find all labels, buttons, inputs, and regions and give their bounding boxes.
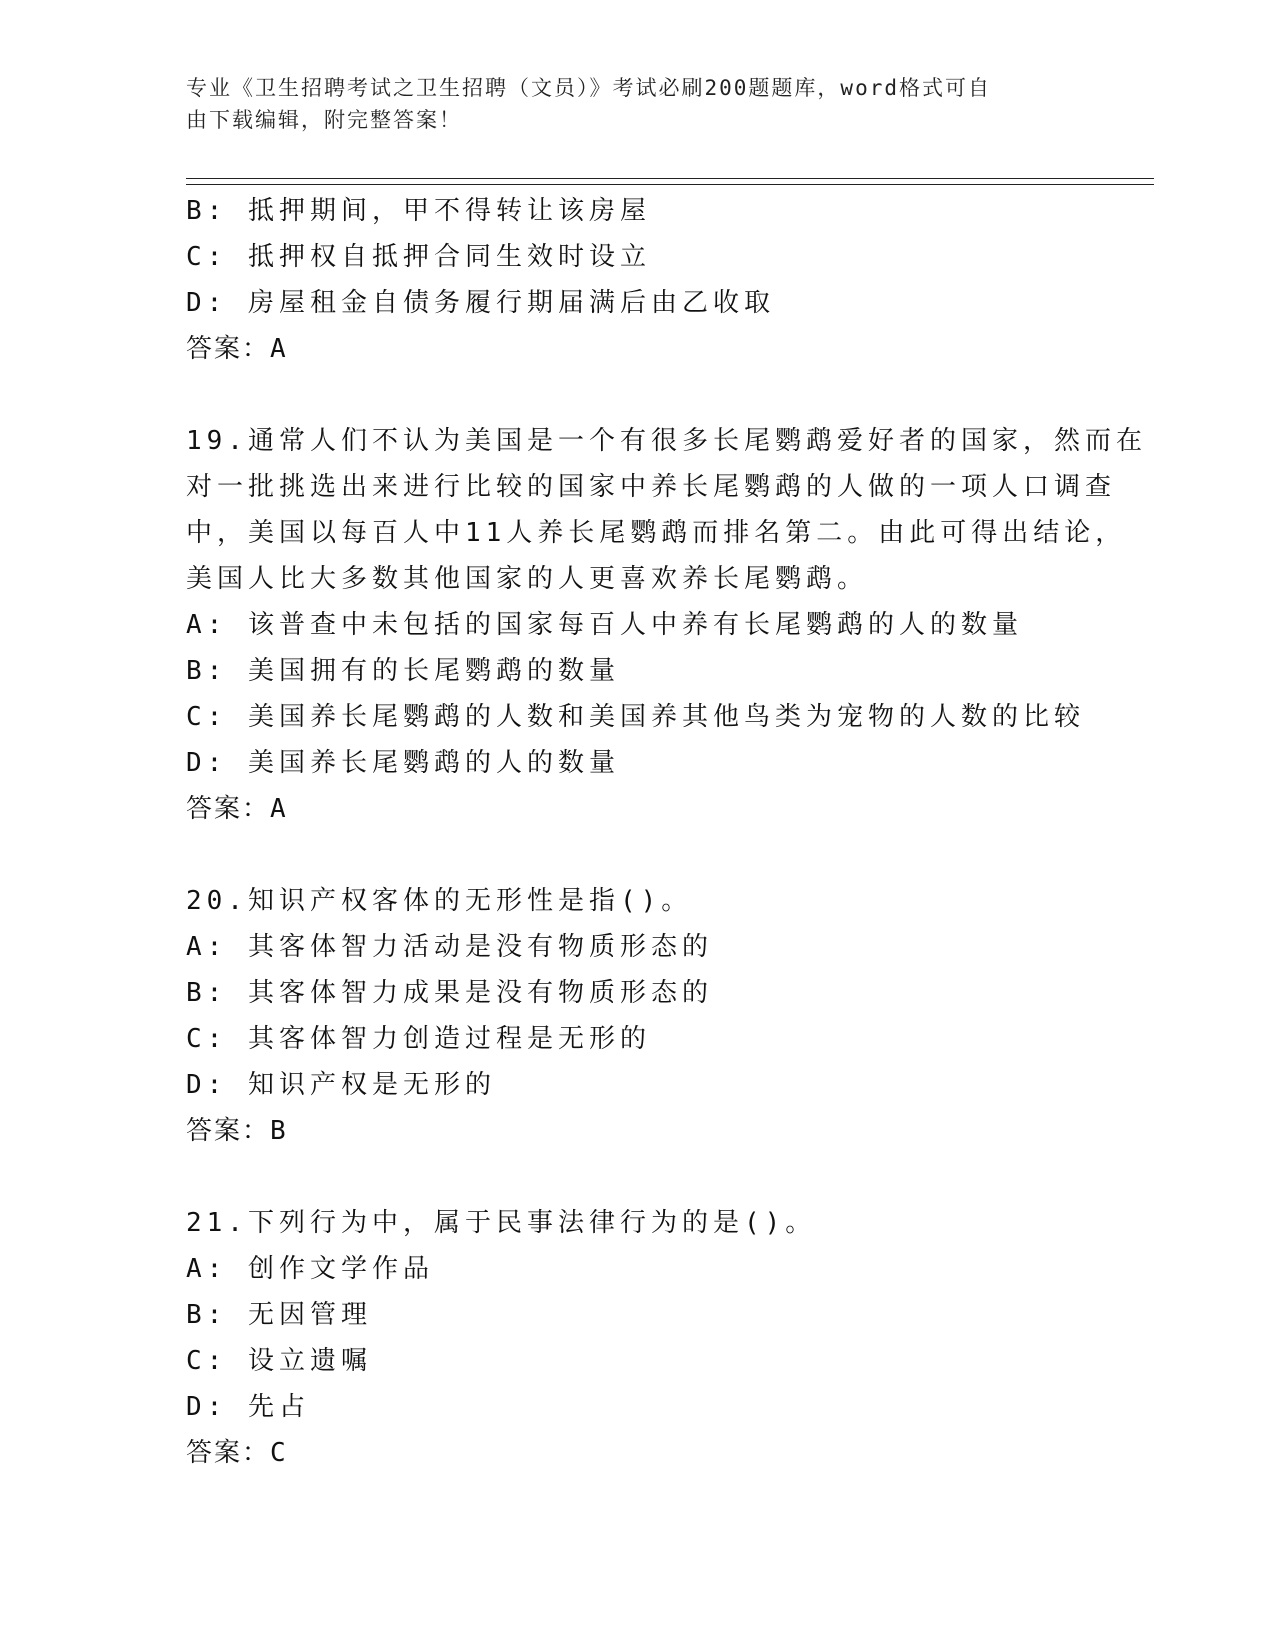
answer: 答案：A <box>186 334 288 364</box>
option-d: D: 房屋租金自债务履行期届满后由乙收取 <box>186 288 775 318</box>
question-19 <box>186 418 1147 832</box>
option-a: A: 创作文学作品 <box>186 1254 434 1284</box>
option-b: B: 无因管理 <box>186 1300 372 1330</box>
header-line-2: 由下载编辑，附完整答案！ <box>186 108 462 132</box>
header-divider-top <box>186 178 1154 179</box>
answer: 答案：B <box>186 1116 288 1146</box>
option-b: B: 抵押期间，甲不得转让该房屋 <box>186 196 651 226</box>
question-18-tail <box>186 188 1086 372</box>
option-c: C: 设立遗嘱 <box>186 1346 372 1376</box>
question-stem-line: 对一批挑选出来进行比较的国家中养长尾鹦鹉的人做的一项人口调查 <box>186 472 1117 502</box>
question-stem-line: 美国人比大多数其他国家的人更喜欢养长尾鹦鹉。 <box>186 564 869 594</box>
option-a: A: 该普查中未包括的国家每百人中养有长尾鹦鹉的人的数量 <box>186 610 1023 640</box>
option-a: A: 其客体智力活动是没有物质形态的 <box>186 932 713 962</box>
question-content <box>186 188 1147 1476</box>
option-c: C: 美国养长尾鹦鹉的人数和美国养其他鸟类为宠物的人数的比较 <box>186 702 1085 732</box>
document-header <box>186 72 1086 136</box>
question-stem-line: 19.通常人们不认为美国是一个有很多长尾鹦鹉爱好者的国家，然而在 <box>186 426 1147 456</box>
option-d: D: 先占 <box>186 1392 310 1422</box>
option-c: C: 抵押权自抵押合同生效时设立 <box>186 242 651 272</box>
option-d: D: 美国养长尾鹦鹉的人的数量 <box>186 748 620 778</box>
question-20 <box>186 878 1086 1154</box>
option-b: B: 美国拥有的长尾鹦鹉的数量 <box>186 656 620 686</box>
question-stem-line: 中，美国以每百人中11人养长尾鹦鹉而排名第二。由此可得出结论， <box>186 518 1127 548</box>
question-stem: 20.知识产权客体的无形性是指()。 <box>186 886 693 916</box>
answer: 答案：C <box>186 1438 288 1468</box>
answer: 答案：A <box>186 794 288 824</box>
question-21 <box>186 1200 1086 1476</box>
option-d: D: 知识产权是无形的 <box>186 1070 496 1100</box>
spacer <box>186 832 1086 878</box>
spacer <box>186 372 1086 418</box>
header-divider-bottom <box>186 184 1154 185</box>
option-b: B: 其客体智力成果是没有物质形态的 <box>186 978 713 1008</box>
question-stem: 21.下列行为中，属于民事法律行为的是()。 <box>186 1208 817 1238</box>
spacer <box>186 1154 1086 1200</box>
header-line-1: 专业《卫生招聘考试之卫生招聘（文员）》考试必刷200题题库，word格式可自 <box>186 76 991 100</box>
option-c: C: 其客体智力创造过程是无形的 <box>186 1024 651 1054</box>
